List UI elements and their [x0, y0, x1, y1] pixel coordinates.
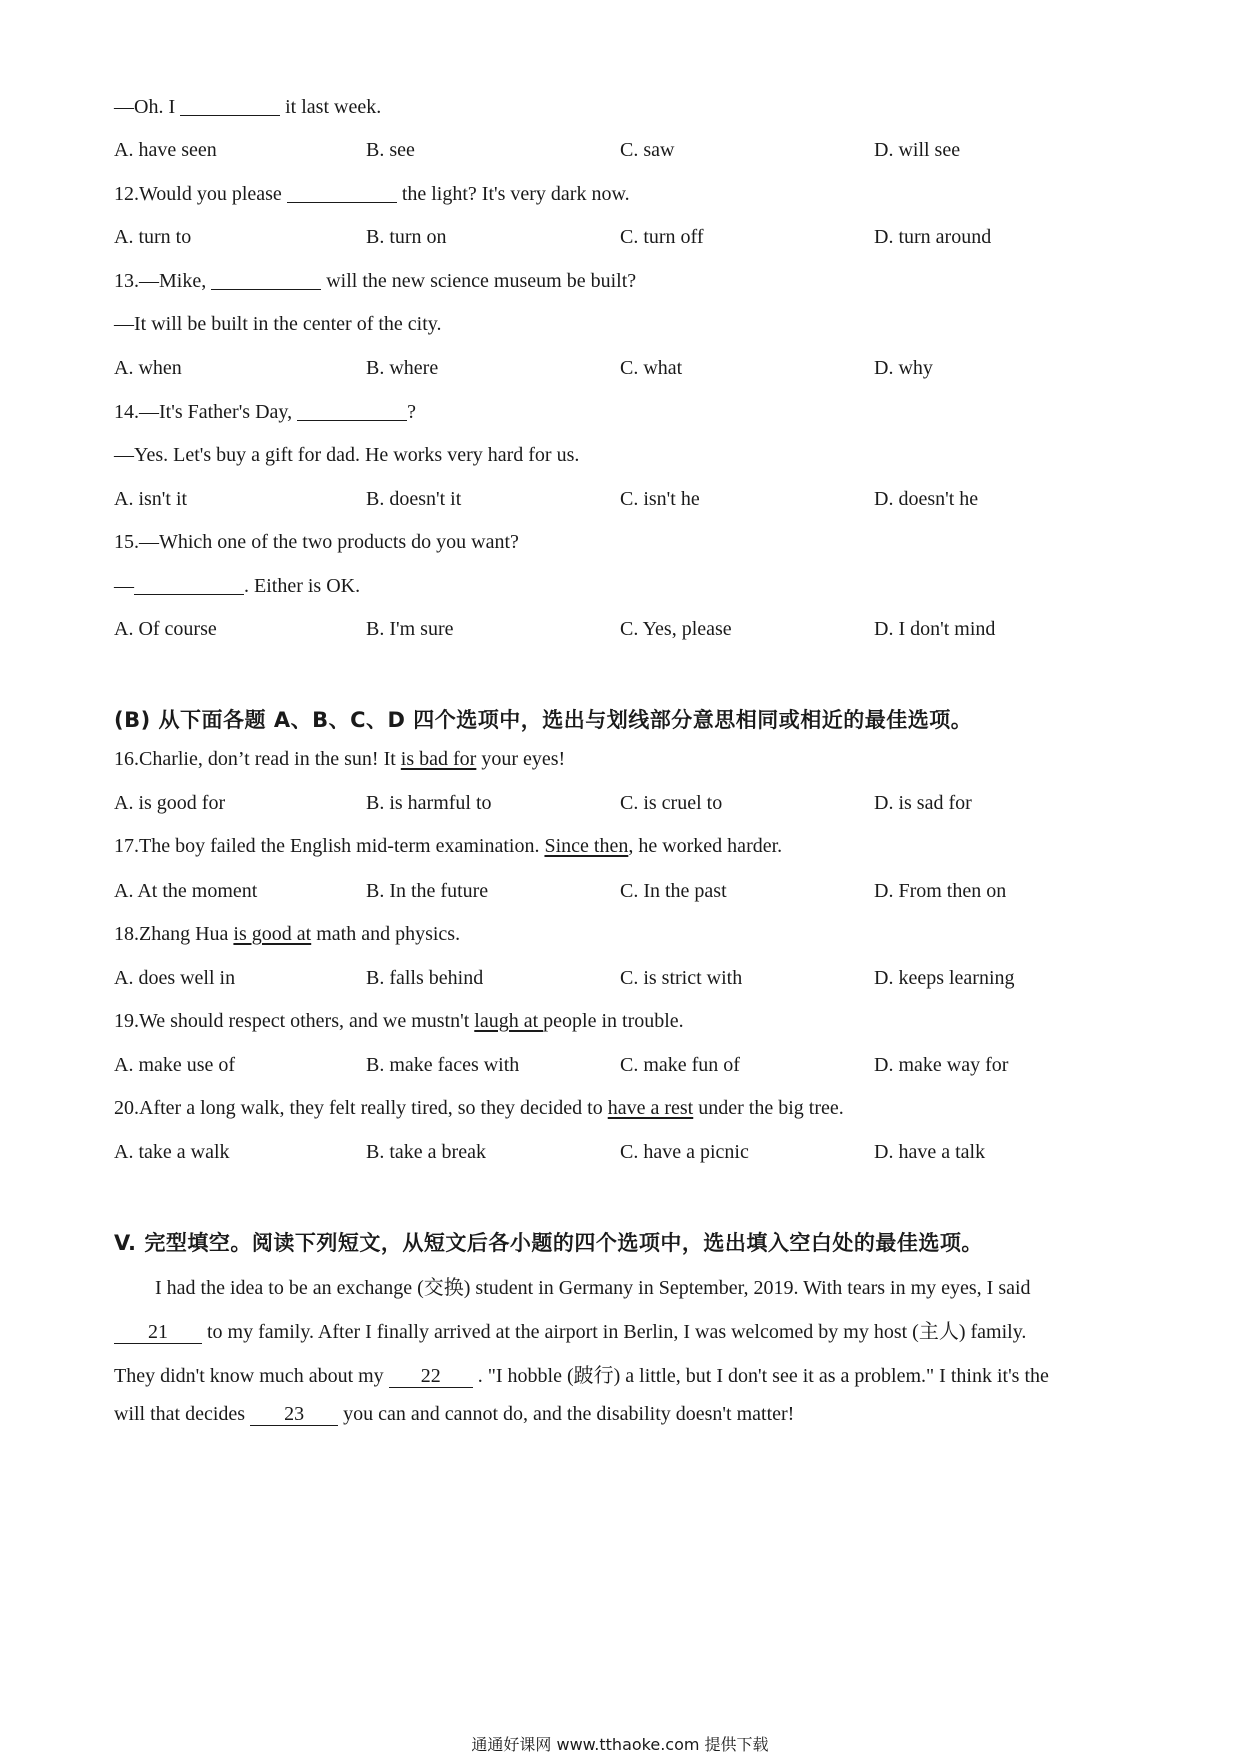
- text: ?: [407, 401, 416, 423]
- q20-stem: [114, 1097, 844, 1120]
- option-b[interactable]: B. make faces with: [366, 1054, 520, 1076]
- q12-options: [114, 226, 1134, 254]
- text: the light? It's very dark now.: [396, 183, 630, 205]
- option-a[interactable]: A. make use of: [114, 1054, 236, 1076]
- q20-options: [114, 1141, 1134, 1169]
- option-b[interactable]: B. falls behind: [366, 967, 484, 989]
- option-b[interactable]: B. doesn't it: [366, 488, 462, 510]
- text: your eyes!: [476, 748, 566, 770]
- option-d[interactable]: D. I don't mind: [874, 618, 996, 640]
- underlined-phrase: have a rest: [607, 1097, 694, 1119]
- option-a[interactable]: A. At the moment: [114, 880, 258, 902]
- option-a[interactable]: A. take a walk: [114, 1141, 230, 1163]
- section-b-heading: (B) 从下面各题 A、B、C、D 四个选项中，选出与划线部分意思相同或相近的最佳选项。: [114, 708, 973, 732]
- q16-stem: [114, 748, 565, 771]
- text: 12.Would you please: [114, 183, 287, 205]
- text: —: [114, 575, 134, 597]
- cloze-blank-22[interactable]: 22: [389, 1365, 473, 1388]
- text: 17.The boy failed the English mid-term examination.: [114, 835, 545, 857]
- text: 18.Zhang Hua: [114, 923, 234, 945]
- cloze-blank-21[interactable]: 21: [114, 1321, 202, 1344]
- option-a[interactable]: A. is good for: [114, 792, 226, 814]
- q15-reply: [114, 574, 360, 598]
- passage-line-3: [114, 1359, 1138, 1388]
- answer-blank: [211, 269, 321, 290]
- option-c[interactable]: C. saw: [620, 139, 675, 161]
- option-b[interactable]: B. In the future: [366, 880, 489, 902]
- q14-options: [114, 488, 1134, 516]
- option-b[interactable]: B. is harmful to: [366, 792, 492, 814]
- underlined-phrase: is bad for: [400, 748, 477, 770]
- q19-stem: [114, 1010, 684, 1033]
- option-b[interactable]: B. where: [366, 357, 439, 379]
- option-a[interactable]: A. Of course: [114, 618, 217, 640]
- q13-reply: —It will be built in the center of the city.: [114, 313, 442, 335]
- q15-stem: 15.—Which one of the two products do you want?: [114, 531, 519, 553]
- text: 20.After a long walk, they felt really tired, so they decided to: [114, 1097, 608, 1119]
- text: They didn't know much about my: [114, 1365, 389, 1387]
- option-d[interactable]: D. From then on: [874, 880, 1007, 902]
- text: . Either is OK.: [244, 575, 361, 597]
- option-d[interactable]: D. keeps learning: [874, 967, 1015, 989]
- q18-options: [114, 967, 1134, 995]
- q13-options: [114, 357, 1134, 385]
- option-c[interactable]: C. In the past: [620, 880, 727, 902]
- option-d[interactable]: D. why: [874, 357, 933, 379]
- option-c[interactable]: C. make fun of: [620, 1054, 740, 1076]
- option-d[interactable]: D. have a talk: [874, 1141, 986, 1163]
- underlined-phrase: laugh at: [474, 1010, 544, 1032]
- option-a[interactable]: A. turn to: [114, 226, 192, 248]
- q15-options: [114, 618, 1134, 646]
- option-b[interactable]: B. turn on: [366, 226, 447, 248]
- text: 16.Charlie, don’t read in the sun! It: [114, 748, 401, 770]
- text: people in trouble.: [543, 1010, 684, 1032]
- option-c[interactable]: C. Yes, please: [620, 618, 732, 640]
- answer-blank: [297, 400, 407, 421]
- answer-blank: [180, 95, 280, 116]
- q12-stem: [114, 182, 630, 206]
- q13-stem: [114, 269, 636, 293]
- option-d[interactable]: D. turn around: [874, 226, 992, 248]
- option-d[interactable]: D. is sad for: [874, 792, 972, 814]
- option-c[interactable]: C. isn't he: [620, 488, 700, 510]
- text: you can and cannot do, and the disability doesn't matter!: [338, 1403, 795, 1425]
- page-footer: 通通好课网 www.tthaoke.com 提供下载: [471, 1735, 769, 1754]
- text: . "I hobble (跛行) a little, but I don't see it as a problem." I think it's the: [472, 1365, 1049, 1387]
- text: 13.—Mike,: [114, 270, 212, 292]
- option-b[interactable]: B. take a break: [366, 1141, 486, 1163]
- option-c[interactable]: C. have a picnic: [620, 1141, 749, 1163]
- option-b[interactable]: B. I'm sure: [366, 618, 454, 640]
- text: math and physics.: [311, 923, 461, 945]
- option-a[interactable]: A. isn't it: [114, 488, 188, 510]
- option-d[interactable]: D. doesn't he: [874, 488, 979, 510]
- text: under the big tree.: [693, 1097, 844, 1119]
- section-v-heading: V. 完型填空。阅读下列短文，从短文后各小题的四个选项中，选出填入空白处的最佳选项。: [114, 1231, 983, 1255]
- q16-options: [114, 792, 1134, 820]
- q11-answer-line: [114, 95, 381, 119]
- text: to my family. After I finally arrived at the airport in Berlin, I was welcomed by my host (主人) family.: [202, 1321, 1027, 1343]
- q18-stem: [114, 923, 460, 946]
- text: 19.We should respect others, and we mustn't: [114, 1010, 475, 1032]
- q11-options: [114, 139, 1134, 167]
- answer-blank: [287, 182, 397, 203]
- option-d[interactable]: D. will see: [874, 139, 961, 161]
- option-c[interactable]: C. is cruel to: [620, 792, 723, 814]
- cloze-blank-23[interactable]: 23: [250, 1403, 338, 1426]
- answer-blank: [134, 574, 244, 595]
- option-c[interactable]: C. what: [620, 357, 683, 379]
- option-b[interactable]: B. see: [366, 139, 415, 161]
- option-a[interactable]: A. have seen: [114, 139, 217, 161]
- option-c[interactable]: C. is strict with: [620, 967, 743, 989]
- option-a[interactable]: A. when: [114, 357, 182, 379]
- text: 14.—It's Father's Day,: [114, 401, 298, 423]
- text: , he worked harder.: [628, 835, 783, 857]
- text: —Oh. I: [114, 96, 181, 118]
- q14-reply: —Yes. Let's buy a gift for dad. He works very hard for us.: [114, 444, 580, 466]
- text: it last week.: [280, 96, 382, 118]
- passage-line-1: I had the idea to be an exchange (交换) student in Germany in September, 2019. With tears in my eyes, I said: [155, 1277, 1031, 1299]
- underlined-phrase: is good at: [233, 923, 312, 945]
- option-a[interactable]: A. does well in: [114, 967, 236, 989]
- passage-line-2: [114, 1315, 1138, 1344]
- text: will that decides: [114, 1403, 251, 1425]
- q17-options: [114, 880, 1134, 908]
- passage-line-4: [114, 1403, 1138, 1426]
- q14-stem: [114, 400, 416, 424]
- option-d[interactable]: D. make way for: [874, 1054, 1009, 1076]
- underlined-phrase: Since then: [544, 835, 629, 857]
- q17-stem: [114, 835, 782, 858]
- text: will the new science museum be built?: [321, 270, 637, 292]
- q19-options: [114, 1054, 1134, 1082]
- option-c[interactable]: C. turn off: [620, 226, 704, 248]
